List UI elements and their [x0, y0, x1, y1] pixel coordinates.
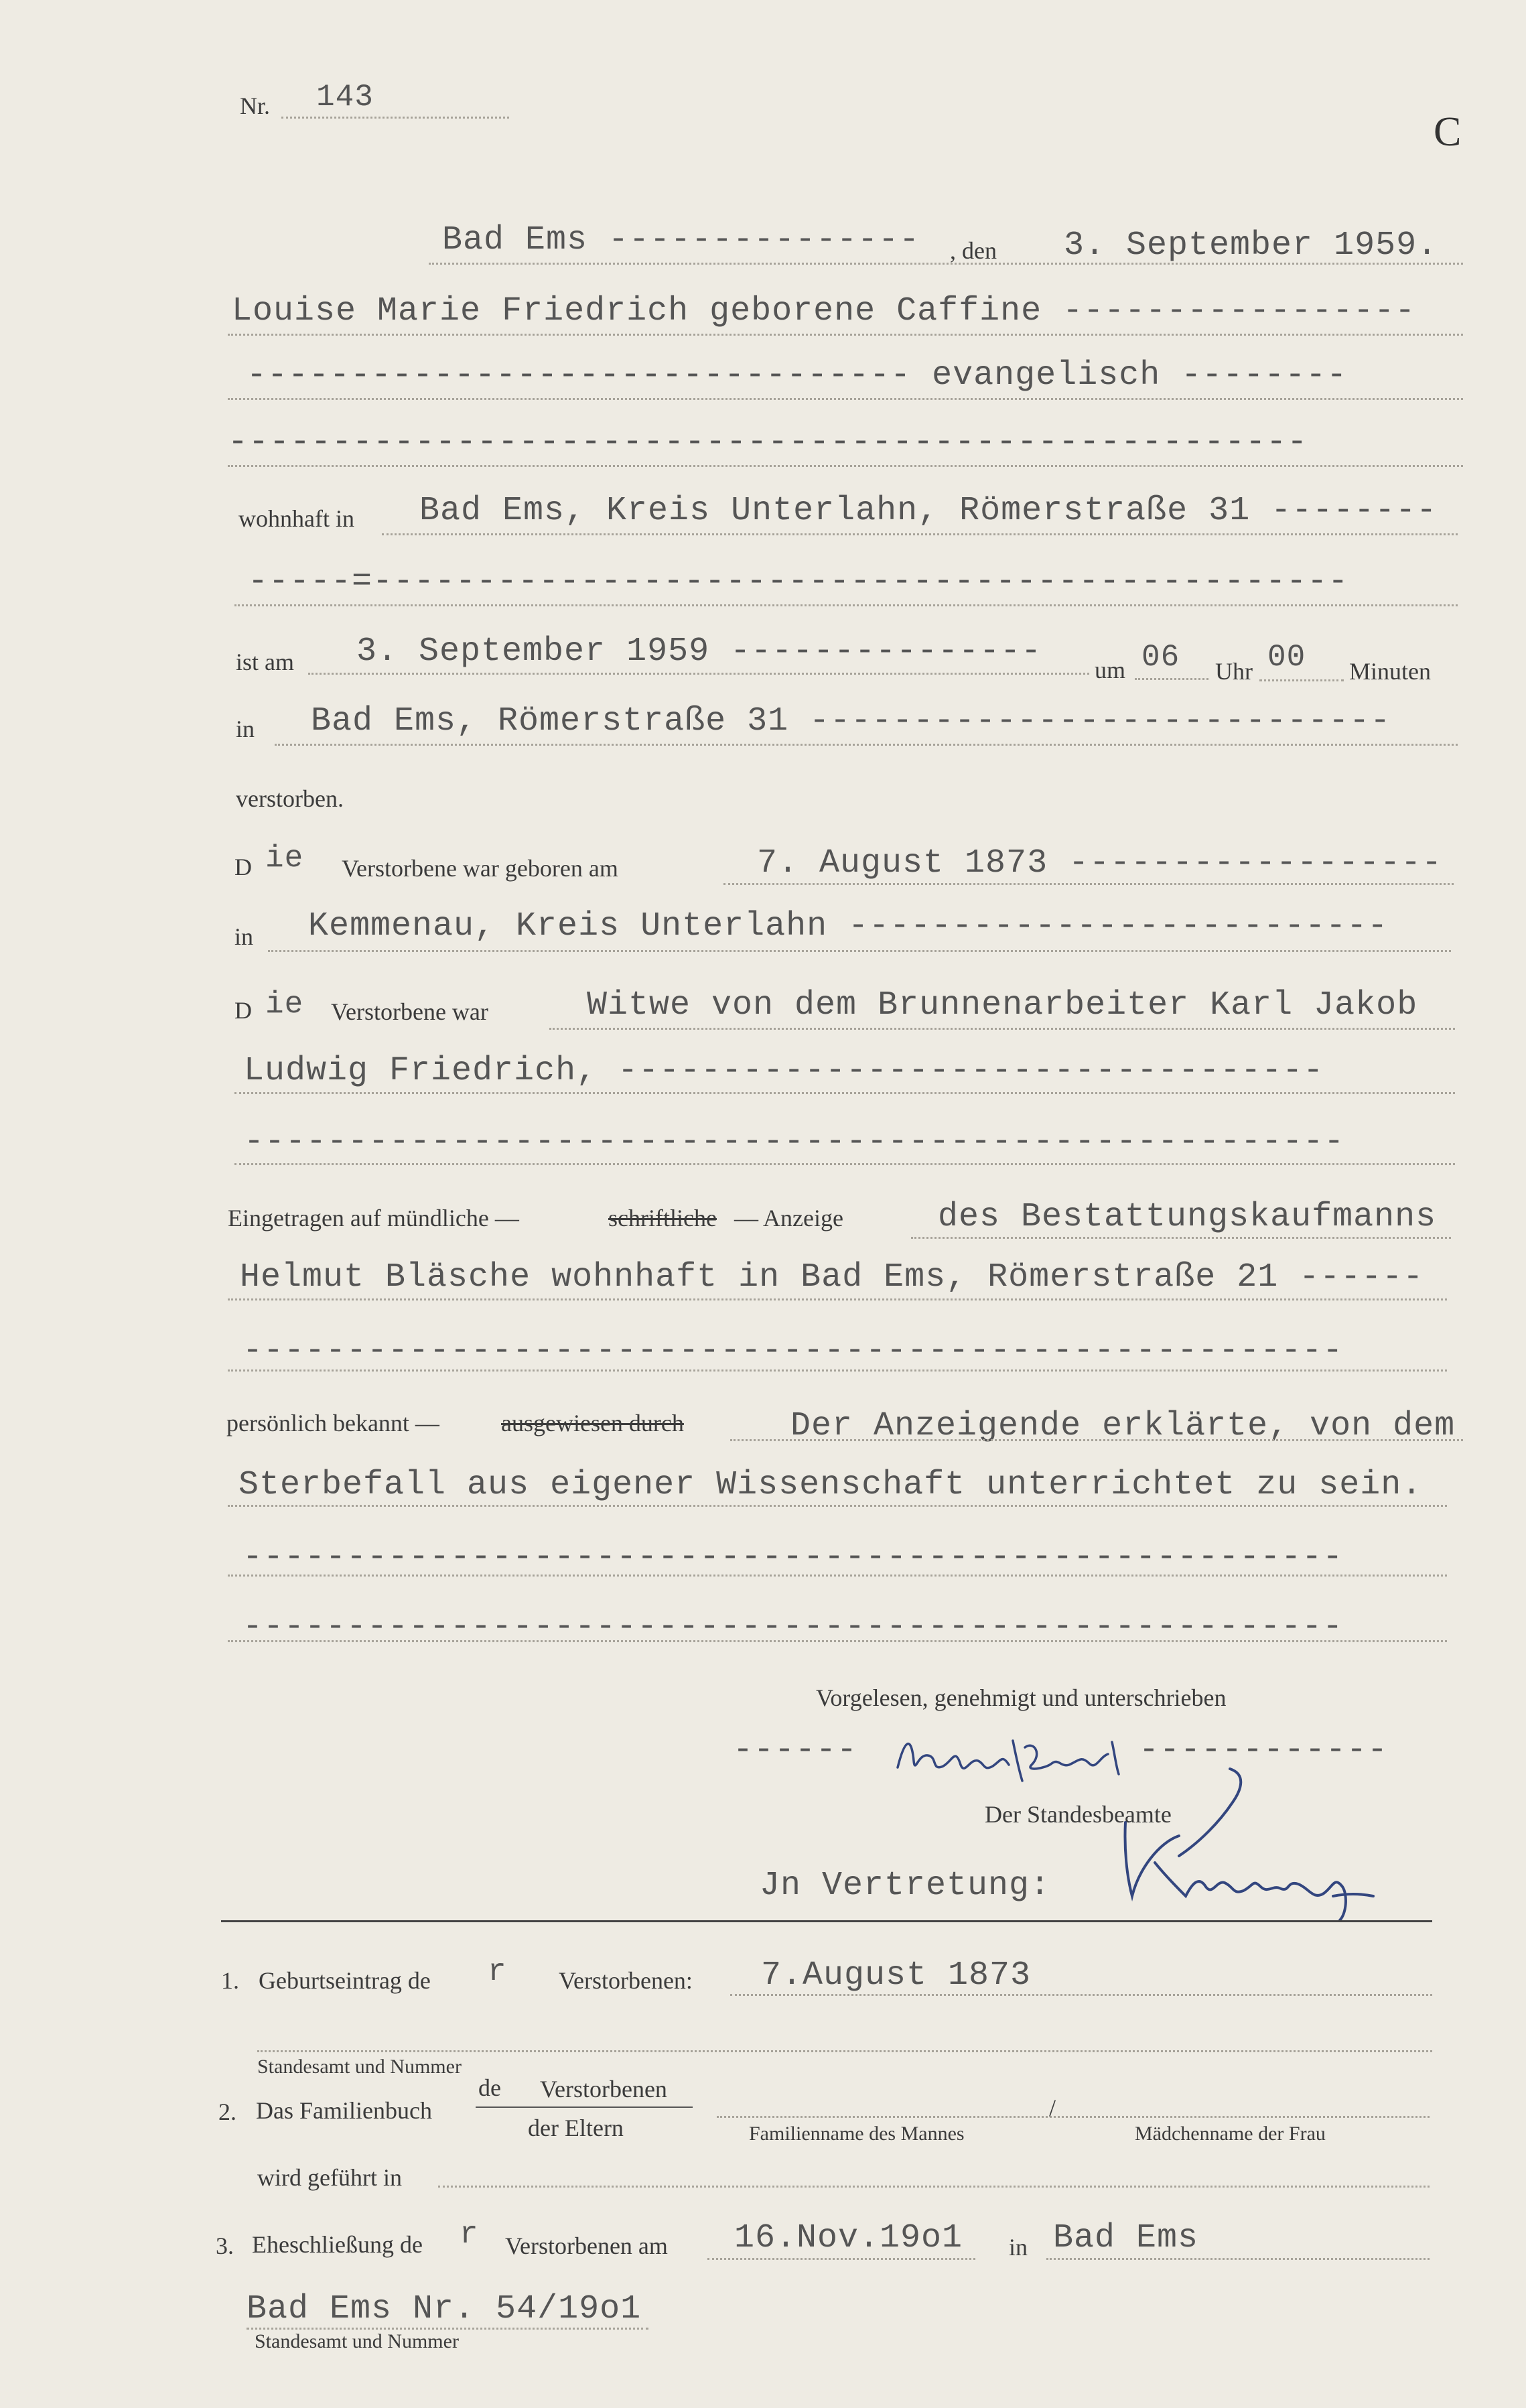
die-ie: ie [265, 841, 304, 876]
residence-filler: -----=----------------------------------------------- [248, 563, 1349, 601]
section-divider [221, 1920, 1432, 1922]
wohnhaft-label: wohnhaft in [238, 505, 354, 532]
item2-verstorbenen: Verstorbenen [540, 2076, 667, 2102]
uhr-label: Uhr [1215, 658, 1253, 685]
sig-dashes-left: ------ [733, 1731, 858, 1769]
item3-in: in [1009, 2234, 1028, 2261]
item2-eltern: der Eltern [528, 2115, 624, 2141]
marriage-place-dotted [1046, 2258, 1430, 2260]
schriftliche-struck: schriftliche [608, 1205, 717, 1231]
spouse-name: Ludwig Friedrich, ---------------------------------- [244, 1052, 1324, 1090]
ausgewiesen-struck: ausgewiesen durch [501, 1410, 684, 1436]
marriage-registry-dotted [247, 2328, 648, 2330]
anzeige-label: — Anzeige [734, 1205, 843, 1231]
sig-dashes-right: ------------ [1139, 1731, 1389, 1769]
birth-date: 7. August 1873 ------------------ [757, 844, 1443, 882]
status-dotted-1 [549, 1028, 1455, 1030]
statement-filler-1: ----------------------------------------------------- [242, 1538, 1344, 1577]
item2-dotted [717, 2116, 1430, 2118]
item2-slash: / [1049, 2094, 1056, 2121]
marriage-date-dotted [707, 2258, 975, 2260]
minutes-dotted [1259, 679, 1344, 681]
familienname-label: Familienname des Mannes [749, 2123, 965, 2145]
item2-number: 2. [218, 2098, 236, 2125]
marriage-place: Bad Ems [1053, 2219, 1199, 2257]
bekannt-label: persönlich bekannt — [226, 1410, 439, 1436]
item3-label: Eheschließung de [252, 2231, 423, 2258]
marital-status: Witwe von dem Brunnenarbeiter Karl Jakob [587, 986, 1418, 1024]
record-number: 143 [316, 80, 374, 115]
status-dotted-3 [234, 1163, 1455, 1165]
date-dotted-line [429, 263, 1463, 265]
death-place: Bad Ems, Römerstraße 31 ---------------------------- [311, 702, 1391, 740]
statement-dotted-3 [228, 1575, 1447, 1577]
item2-label: Das Familienbuch [256, 2097, 432, 2124]
statement-line-1: Der Anzeigende erklärte, von dem [790, 1407, 1456, 1445]
death-date: 3. September 1959 --------------- [356, 632, 1042, 671]
corner-mark: C [1434, 109, 1462, 155]
religion-line: -------------------------------- evangelisch -------- [247, 356, 1348, 395]
item1-label: Geburtseintrag de [259, 1967, 431, 1994]
statement-dotted-4 [228, 1640, 1447, 1642]
gefuehrt-label: wird geführt in [257, 2164, 402, 2191]
item2-de: de [478, 2074, 501, 2101]
residence-filler-dotted [234, 604, 1458, 606]
geboren-label: Verstorbene war geboren am [342, 855, 618, 882]
statement-dotted-2 [228, 1505, 1447, 1507]
in2-label: in [234, 923, 254, 950]
statement-dotted-1 [730, 1439, 1463, 1441]
birth-place: Kemmenau, Kreis Unterlahn -------------------------- [308, 907, 1389, 945]
statement-filler-2: ----------------------------------------------------- [242, 1608, 1344, 1646]
name-dotted-line [228, 334, 1463, 336]
um-label: um [1095, 657, 1126, 683]
status-filler: ----------------------------------------------------- [244, 1123, 1345, 1161]
standesamt-label-1: Standesamt und Nummer [257, 2056, 462, 2078]
item2-fraction-line [476, 2106, 693, 2108]
death-minutes: 00 [1267, 640, 1306, 675]
filler-dotted-line [228, 465, 1463, 467]
maedchenname-label: Mädchenname der Frau [1135, 2123, 1326, 2145]
item1-r: r [488, 1954, 507, 1989]
informant-name-address: Helmut Bläsche wohnhaft in Bad Ems, Römerstraße 21 ------ [240, 1258, 1424, 1296]
item3-number: 3. [216, 2232, 234, 2259]
die2-d: D [234, 997, 252, 1024]
standesbeamte-label: Der Standesbeamte [985, 1801, 1172, 1828]
official-signature-image [1085, 1762, 1393, 1923]
informant-dotted-3 [228, 1369, 1447, 1372]
birth-place-dotted [268, 950, 1451, 952]
informant-filler: ----------------------------------------------------- [242, 1332, 1344, 1370]
item1-verstorbenen: Verstorbenen: [559, 1967, 693, 1994]
residence-dotted-line [382, 533, 1458, 535]
die-d: D [234, 854, 252, 880]
filler-line: ---------------------------------------------------- [228, 423, 1308, 462]
residence-address: Bad Ems, Kreis Unterlahn, Römerstraße 31 -------- [419, 492, 1438, 530]
statement-line-2: Sterbefall aus eigener Wissenschaft unterrichtet zu sein. [238, 1466, 1423, 1504]
item1-dotted-2 [257, 2050, 1432, 2052]
informant-dotted-1 [911, 1237, 1451, 1239]
marriage-registry: Bad Ems Nr. 54/19o1 [247, 2290, 642, 2328]
item1-number: 1. [221, 1967, 239, 1994]
birth-entry-value: 7.August 1873 [761, 1956, 1032, 1995]
birth-date-dotted [723, 883, 1454, 885]
death-date-dotted [308, 673, 1089, 675]
death-place-dotted [275, 744, 1458, 746]
nr-label: Nr. [240, 92, 270, 119]
vorgelesen-label: Vorgelesen, genehmigt und unterschrieben [816, 1684, 1227, 1711]
item2-dotted-2 [438, 2186, 1430, 2188]
die2-ie: ie [265, 987, 304, 1022]
death-hour: 06 [1141, 640, 1180, 675]
verstorben-label: verstorben. [236, 785, 344, 812]
religion-dotted-line [228, 398, 1463, 400]
item1-dotted [730, 1994, 1432, 1996]
minuten-label: Minuten [1349, 658, 1431, 685]
item3-r: r [460, 2217, 479, 2252]
deceased-name: Louise Marie Friedrich geborene Caffine ----------------- [232, 292, 1416, 330]
nr-dotted-line [281, 117, 509, 119]
hour-dotted [1135, 678, 1208, 680]
informant-dotted-2 [228, 1298, 1447, 1300]
informant-title: des Bestattungskaufmanns [938, 1198, 1437, 1236]
eingetragen-label: Eingetragen auf mündliche — [228, 1205, 519, 1231]
war-label: Verstorbene war [331, 998, 488, 1025]
ist-am-label: ist am [236, 649, 294, 675]
item3-verstorbenen-am: Verstorbenen am [505, 2232, 668, 2259]
standesamt-label-2: Standesamt und Nummer [255, 2330, 459, 2352]
den-label: , den [950, 237, 997, 264]
status-dotted-2 [234, 1092, 1455, 1094]
in-label: in [236, 716, 255, 742]
marriage-date: 16.Nov.19o1 [734, 2219, 963, 2257]
registry-place: Bad Ems --------------- [442, 221, 920, 259]
vertretung-label: Jn Vertretung: [760, 1867, 1051, 1905]
record-date: 3. September 1959. [1064, 226, 1438, 265]
